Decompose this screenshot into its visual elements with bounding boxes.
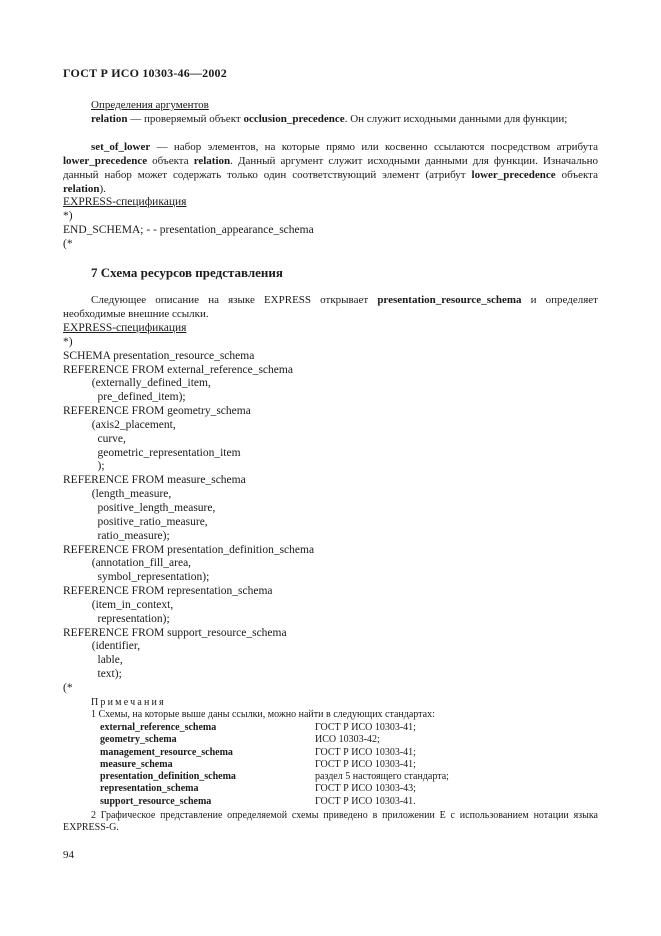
express-spec-1 [63, 196, 314, 251]
code-line: REFERENCE FROM measure_schema [63, 474, 246, 487]
code-line: *) [63, 209, 73, 222]
code-line: positive_ratio_measure, [63, 515, 208, 528]
code-line: *) [63, 335, 73, 348]
code-line: (annotation_fill_area, [63, 557, 192, 570]
code-line: (* [63, 681, 73, 694]
code-line: REFERENCE FROM presentation_definition_schema [63, 543, 315, 556]
reference-row [100, 747, 449, 759]
args-heading-block [63, 99, 598, 113]
code-line: positive_length_measure, [63, 501, 216, 514]
sol-text-1: — набор элементов, на которые прямо или косвенно ссылаются посредством атрибута [150, 141, 598, 153]
ref-schema: presentation_definition_schema [100, 771, 236, 783]
ref-schema: representation_schema [100, 783, 199, 795]
reference-row [100, 722, 449, 734]
ref-standard: ГОСТ Р ИСО 10303-41; [315, 746, 416, 758]
intro-text-2: и определяет необходимые внешние ссылки. [63, 294, 598, 320]
reference-row [100, 734, 449, 746]
ref-schema: management_resource_schema [100, 746, 233, 758]
section-title: 7 Схема ресурсов представления [91, 265, 283, 280]
arg-set-of-lower: set_of_lower [91, 141, 151, 153]
code-line: REFERENCE FROM external_reference_schema [63, 363, 293, 376]
code-line: pre_defined_item); [63, 391, 186, 404]
note-1: 1 Схемы, на которые выше даны ссылки, можно найти в следующих стандартах: [91, 709, 435, 720]
ref-schema: geometry_schema [100, 734, 177, 746]
sol-obj-2: relation [63, 182, 100, 195]
reference-row [100, 759, 449, 771]
sol-text-5: ). [99, 182, 106, 195]
page-number: 94 [63, 849, 74, 861]
code-line: (length_measure, [63, 488, 172, 501]
code-line: ratio_measure); [63, 529, 170, 542]
note-2: 2 Графическое представление определяемой схемы приведено в приложении Е с использованием нотации языка EXPRESS-G. [63, 810, 598, 834]
ref-schema: support_resource_schema [100, 795, 212, 807]
code-line: (item_in_context, [63, 598, 174, 611]
relation-object: occlusion_precedence [243, 113, 345, 125]
ref-standard: ИСО 10303-42; [315, 734, 380, 746]
sol-attr: lower_precedence [63, 154, 148, 167]
intro-paragraph [63, 294, 598, 322]
intro-text-1: Следующее описание на языке EXPRESS открывает [91, 294, 378, 306]
sol-text-4: объекта [555, 168, 598, 181]
sol-text-2: объекта [147, 154, 194, 167]
ref-schema: measure_schema [100, 758, 173, 770]
code-line: SCHEMA presentation_resource_schema [63, 349, 255, 362]
sol-obj: relation [193, 154, 231, 167]
code-line: representation); [63, 612, 170, 625]
args-heading: Определения аргументов [91, 99, 209, 111]
code-line: curve, [63, 432, 126, 445]
reference-row [100, 783, 449, 795]
code-line: END_SCHEMA; - - presentation_appearance_schema [63, 223, 314, 236]
ref-standard: ГОСТ Р ИСО 10303-43; [315, 783, 416, 795]
code-line: (externally_defined_item, [63, 377, 211, 390]
reference-row [100, 771, 449, 783]
code-line: REFERENCE FROM geometry_schema [63, 405, 251, 418]
set-of-lower-definition [63, 141, 598, 197]
relation-text-2: . Он служит исходными данными для функции; [344, 113, 568, 125]
ref-standard: ГОСТ Р ИСО 10303-41; [315, 722, 416, 733]
express-label-1: EXPRESS-спецификация [63, 196, 187, 208]
document-header: ГОСТ Р ИСО 10303-46—2002 [63, 66, 227, 80]
ref-standard: ГОСТ Р ИСО 10303-41. [315, 795, 416, 807]
ref-schema: external_reference_schema [100, 722, 217, 733]
code-line: lable, [63, 654, 123, 667]
express-spec-2 [63, 322, 314, 696]
relation-definition [63, 113, 598, 127]
code-line: REFERENCE FROM representation_schema [63, 585, 273, 598]
code-line: REFERENCE FROM support_resource_schema [63, 626, 287, 639]
code-line: (* [63, 237, 73, 250]
code-line: symbol_representation); [63, 571, 210, 584]
arg-relation: relation [91, 113, 128, 125]
reference-table [100, 722, 449, 808]
code-line: geometric_representation_item [63, 446, 241, 459]
ref-standard: ГОСТ Р ИСО 10303-41; [315, 758, 416, 770]
code-line: ); [63, 460, 105, 473]
code-line: (identifier, [63, 640, 141, 653]
code-line: text); [63, 668, 122, 681]
sol-text-3: . Данный аргумент служит исходными данными для функции. Изначально данный набор может содержать только один соответствующий элемент (атрибут [63, 154, 598, 181]
sol-attr-2: lower_precedence [471, 168, 556, 181]
code-line: (axis2_placement, [63, 418, 176, 431]
intro-schema: presentation_resource_schema [377, 294, 522, 306]
relation-text-1: — проверяемый объект [127, 113, 244, 125]
ref-standard: раздел 5 настоящего стандарта; [315, 771, 449, 783]
express-label-2: EXPRESS-спецификация [63, 322, 187, 334]
reference-row [100, 796, 449, 808]
note-title: Примечания [91, 697, 166, 708]
